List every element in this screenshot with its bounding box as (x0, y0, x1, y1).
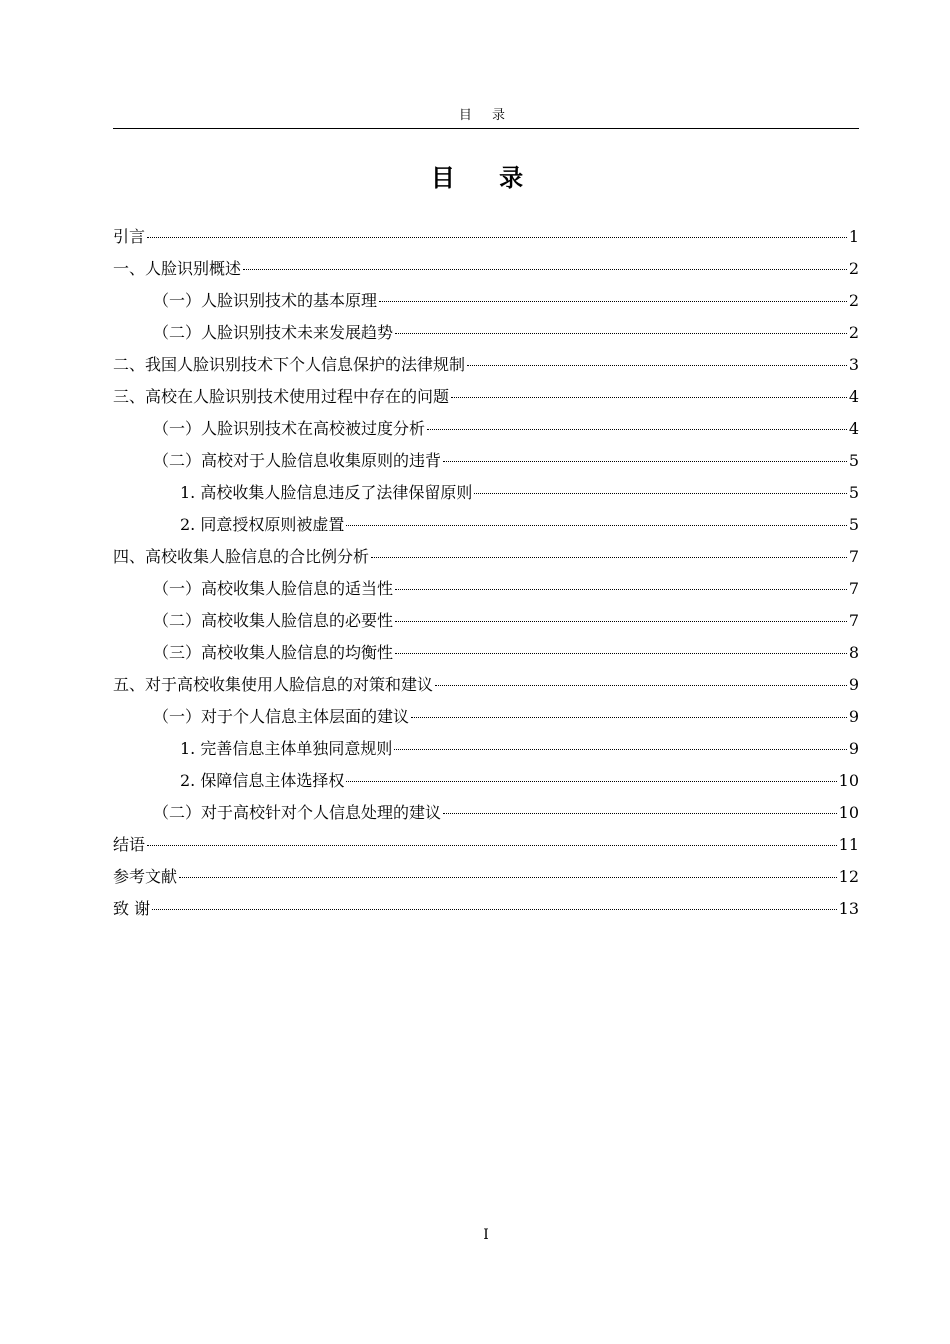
page-number: I (483, 1227, 489, 1243)
toc-entry[interactable] (113, 861, 859, 893)
toc-entry[interactable] (113, 605, 859, 637)
toc-entry-title: 2. 同意授权原则被虚置 (180, 515, 345, 534)
toc-entry[interactable] (113, 669, 859, 701)
toc-entry-title: （一）人脸识别技术的基本原理 (153, 291, 378, 310)
toc-entry-page: 7 (848, 579, 859, 598)
toc-entry-title: （一）人脸识别技术在高校被过度分析 (153, 419, 426, 438)
toc-entry-page: 5 (848, 451, 859, 470)
toc-entry-page: 5 (848, 515, 859, 534)
dot-leader (411, 717, 847, 718)
toc-entry[interactable] (113, 573, 859, 605)
toc-entry-page: 1 (848, 227, 859, 246)
toc-entry-page: 10 (838, 803, 859, 822)
dot-leader (443, 461, 847, 462)
toc-entry-page: 9 (848, 675, 859, 694)
dot-leader (467, 365, 847, 366)
toc-entry-page: 4 (848, 387, 859, 406)
toc-entry-title: 1. 高校收集人脸信息违反了法律保留原则 (180, 483, 473, 502)
toc-entry[interactable] (113, 445, 859, 477)
toc-entry-page: 3 (848, 355, 859, 374)
dot-leader (427, 429, 847, 430)
toc-entry[interactable] (113, 733, 859, 765)
toc-entry-title: 结语 (113, 835, 146, 854)
dot-leader (379, 301, 847, 302)
dot-leader (152, 909, 837, 910)
toc-entry-page: 9 (848, 739, 859, 758)
toc-entry-title: （二）高校收集人脸信息的必要性 (153, 611, 394, 630)
toc-entry-title: 三、高校在人脸识别技术使用过程中存在的问题 (113, 387, 450, 406)
toc-entry-page: 7 (848, 547, 859, 566)
toc-entry-title: 参考文献 (113, 867, 178, 886)
dot-leader (243, 269, 847, 270)
toc-entry-page: 11 (838, 835, 859, 854)
toc-entry[interactable] (113, 829, 859, 861)
toc-entry[interactable] (113, 509, 859, 541)
toc-entry[interactable] (113, 253, 859, 285)
toc-entry-title: （一）高校收集人脸信息的适当性 (153, 579, 394, 598)
toc-entry-page: 2 (848, 323, 859, 342)
dot-leader (395, 589, 847, 590)
toc-entry[interactable] (113, 765, 859, 797)
toc-entry-page: 12 (838, 867, 859, 886)
toc-entry-page: 5 (848, 483, 859, 502)
toc-entry-title: 二、我国人脸识别技术下个人信息保护的法律规制 (113, 355, 466, 374)
toc-entry[interactable] (113, 541, 859, 573)
toc-entry-title: （二）高校对于人脸信息收集原则的违背 (153, 451, 442, 470)
dot-leader (147, 237, 847, 238)
dot-leader (443, 813, 837, 814)
toc-entry[interactable] (113, 317, 859, 349)
toc-entry-title: （二）对于高校针对个人信息处理的建议 (153, 803, 442, 822)
dot-leader (179, 877, 837, 878)
toc-entry[interactable] (113, 893, 859, 925)
dot-leader (346, 781, 836, 782)
toc-entry[interactable] (113, 637, 859, 669)
toc-entry-page: 8 (848, 643, 859, 662)
dot-leader (435, 685, 847, 686)
toc-entry-page: 7 (848, 611, 859, 630)
toc-entry-title: 四、高校收集人脸信息的合比例分析 (113, 547, 370, 566)
toc-entry-title: 五、对于高校收集使用人脸信息的对策和建议 (113, 675, 434, 694)
toc-entry-page: 2 (848, 291, 859, 310)
toc-entry[interactable] (113, 797, 859, 829)
toc-entry[interactable] (113, 349, 859, 381)
toc-entry-title: 致 谢 (113, 899, 151, 918)
dot-leader (371, 557, 847, 558)
dot-leader (346, 525, 846, 526)
toc-entry-title: 一、人脸识别概述 (113, 259, 242, 278)
toc-entry-page: 13 (838, 899, 859, 918)
page-title: 目 录 (430, 164, 542, 192)
toc-entry[interactable] (113, 701, 859, 733)
toc-entry-title: （三）高校收集人脸信息的均衡性 (153, 643, 394, 662)
toc-entry-page: 10 (838, 771, 859, 790)
toc-entry-page: 2 (848, 259, 859, 278)
toc-entry[interactable] (113, 221, 859, 253)
toc-entry-page: 4 (848, 419, 859, 438)
toc-entry-title: （一）对于个人信息主体层面的建议 (153, 707, 410, 726)
toc-entry-title: 1. 完善信息主体单独同意规则 (180, 739, 393, 758)
toc-entry-page: 9 (848, 707, 859, 726)
dot-leader (395, 621, 847, 622)
toc-entry[interactable] (113, 381, 859, 413)
toc-entry[interactable] (113, 477, 859, 509)
toc-entry-title: 引言 (113, 227, 146, 246)
dot-leader (394, 749, 846, 750)
table-of-contents (113, 221, 859, 925)
toc-entry[interactable] (113, 285, 859, 317)
dot-leader (147, 845, 837, 846)
header-divider (113, 128, 859, 129)
toc-entry[interactable] (113, 413, 859, 445)
toc-entry-title: 2. 保障信息主体选择权 (180, 771, 345, 790)
dot-leader (395, 653, 847, 654)
dot-leader (474, 493, 846, 494)
running-header: 目 录 (458, 108, 514, 123)
dot-leader (395, 333, 847, 334)
toc-entry-title: （二）人脸识别技术未来发展趋势 (153, 323, 394, 342)
dot-leader (451, 397, 847, 398)
